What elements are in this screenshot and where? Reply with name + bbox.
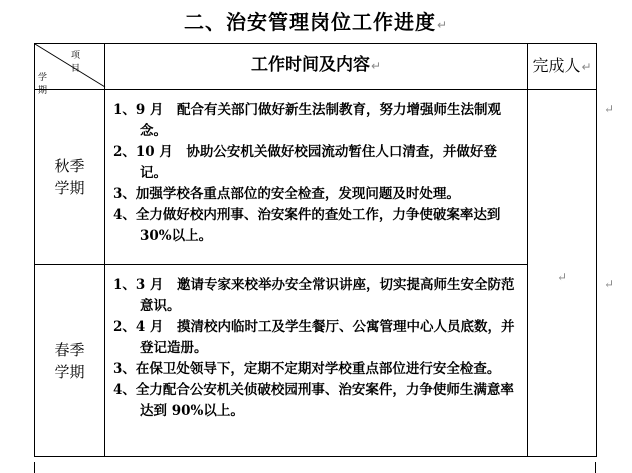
person-header-cell: [528, 44, 597, 90]
list-item: 1、9 月 配合有关部门做好新生法制教育，努力增强师生法制观念。: [113, 102, 501, 139]
list-item: 2、4 月 摸清校内临时工及学生餐厅、公寓管理中心人员底数，并登记造册。: [113, 319, 515, 356]
header-row: [35, 44, 597, 90]
list-item: 3、在保卫处领导下，定期不定期对学校重点部位进行安全检查。: [113, 361, 501, 377]
page-edge-mark: [595, 462, 596, 473]
list-item: 4、全力做好校内刑事、治安案件的查处工作，力争使破案率达到 30%以上。: [113, 207, 501, 244]
term-cell-autumn: [35, 90, 105, 265]
list-item: 2、10 月 协助公安机关做好校园流动暂住人口清查，并做好登记。: [113, 144, 497, 181]
title-text: 二、治安管理岗位工作进度: [183, 10, 436, 34]
content-header-cell: [105, 44, 528, 90]
list-item: 4、全力配合公安机关侦破校园刑事、治安案件，力争使师生满意率达到 90%以上。: [113, 382, 514, 419]
term-label: 秋季: [54, 157, 85, 175]
page-edge-mark: [34, 462, 35, 473]
page-title: [0, 6, 632, 35]
progress-table: [34, 43, 597, 457]
corner-term-label: 学期: [38, 73, 56, 96]
paragraph-mark: ↵: [604, 277, 615, 291]
table-row: [35, 265, 597, 457]
list-item: 3、加强学校各重点部位的安全检查，发现问题及时处理。: [113, 186, 460, 202]
paragraph-mark: ↵: [370, 59, 382, 73]
table-row: [35, 90, 597, 265]
paragraph-mark: ↵: [557, 270, 568, 284]
term-label: 学期: [54, 179, 85, 197]
diagonal-header-cell: [35, 44, 105, 96]
person-header-label: 完成人: [532, 56, 581, 75]
person-cell[interactable]: [528, 90, 597, 457]
paragraph-mark: ↵: [436, 18, 449, 32]
content-header-label: 工作时间及内容: [250, 55, 370, 75]
paragraph-mark: ↵: [604, 102, 615, 116]
paragraph-mark: ↵: [581, 60, 592, 74]
content-cell-autumn: [105, 90, 528, 265]
content-cell-spring: [105, 265, 528, 457]
list-item: 1、3 月 邀请专家来校举办安全常识讲座，切实提高师生安全防范意识。: [113, 277, 515, 314]
term-cell-spring: [35, 265, 105, 457]
term-label: 学期: [54, 362, 85, 381]
term-label: 春季: [54, 340, 85, 359]
corner-item-label: 项目: [71, 51, 89, 74]
